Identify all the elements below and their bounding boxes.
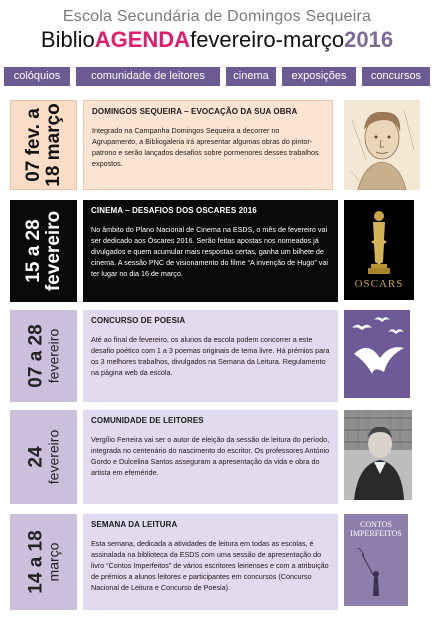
event-body [83, 514, 338, 610]
date-bottom: fevereiro [45, 429, 62, 485]
writer-photo-image [344, 410, 412, 500]
title-months: fevereiro-março [190, 27, 345, 52]
event-text: Integrado na Campanha Domingos Sequeira a decorrer no Agrupamento, a Bibliogaleria irá apresentar algumas obras do pintor-patrono e serão lançados desafios sobre pormenores desses trabalhos expostos. [92, 126, 319, 168]
date-top: 14 a 18 [25, 530, 47, 594]
date-top: 24 [25, 446, 47, 468]
event-domingos-sequeira [10, 100, 424, 190]
book-cover-image [344, 514, 408, 606]
event-title: CINEMA – DESAFIOS DOS OSCARES 2016 [91, 206, 257, 215]
oscar-image [344, 200, 414, 300]
nav-item-cinema[interactable]: cinema [226, 67, 276, 86]
event-date [10, 310, 77, 402]
title-year: 2016 [344, 27, 394, 52]
birds-image [344, 310, 410, 398]
title-agenda: AGENDA [94, 27, 191, 52]
event-date [10, 200, 77, 302]
event-text: No âmbito do Plano Nacional de Cinema na ESDS, o mês de fevereiro vai ser dedicado aos Óscares 2016. Serão feitas apostas nos nomeados já divulgados e quem acumular mais respostas certas, ganha um bilhete de cinema. A sessão PNC de visionamento do filme “A invenção de Hugo” vai ter lugar no dia 16 de março. [91, 225, 328, 278]
date-top: 07 a 28 [25, 324, 47, 388]
date-bottom: fevereiro [42, 210, 64, 292]
date-top: 07 fev. a [22, 108, 44, 182]
nav-item-concursos[interactable]: concursos [362, 67, 430, 86]
oscars-logo-text: OSCARS [354, 278, 404, 290]
event-semana-leitura [10, 514, 424, 610]
event-cinema-oscares [10, 200, 424, 302]
event-title: SEMANA DA LEITURA [91, 520, 178, 529]
date-bottom: fevereiro [45, 328, 62, 384]
nav-item-comunidade-de-leitores[interactable]: comunidade de leitores [76, 67, 220, 86]
date-top: 15 a 28 [22, 219, 44, 283]
nav-item-exposicoes[interactable]: exposições [282, 67, 356, 86]
event-text: Esta semana, dedicada a atividades de leitura em todas as escolas, é assinalada na biblioteca da ESDS com uma sessão de apresentação do livro “Contos Imperfeitos” de vários escritores leirienses e com a atribuição de prémios a alunos leitores e participantes em concursos (Concurso Nacional de Leitura e Concurso de Poesia). [91, 539, 329, 592]
portrait-sketch-image [344, 100, 420, 190]
title-biblio: Biblio [40, 27, 95, 52]
event-text: Vergílio Ferreira vai ser o autor de eleição da sessão de leitura do período, integrada no centenário do nascimento do escritor. Os professores António Gordo e Dulcelina Santos asseguram a apresentação da vida e obra do artista em efeméride. [91, 435, 330, 477]
date-bottom: março [45, 542, 62, 582]
category-nav [4, 67, 430, 86]
event-text: Até ao final de fevereiro, os alunos da escola podem concorrer a este desafio poético com 1 a 3 poemas originais de tema livre. Há prémios para os 3 melhores trabalhos, divulgados na Semana da Leitura. Regulamento na página web da escola. [91, 335, 330, 377]
date-bottom: 18 março [42, 103, 64, 187]
event-title: DOMINGOS SEQUEIRA – EVOCAÇÃO DA SUA OBRA [92, 107, 298, 116]
nav-item-coloquios[interactable]: colóquios [4, 67, 70, 86]
event-body [83, 200, 338, 302]
event-concurso-poesia [10, 310, 424, 402]
event-date [10, 100, 77, 190]
book-title-text: CONTOS IMPERFEITOS [350, 520, 402, 538]
page-title [0, 27, 434, 53]
school-name: Escola Secundária de Domingos Sequeira [62, 8, 372, 25]
event-body [83, 410, 338, 504]
event-title: COMUNIDADE DE LEITORES [91, 416, 204, 425]
event-date [10, 514, 77, 610]
event-comunidade-leitores [10, 410, 424, 504]
event-date [10, 410, 77, 504]
event-body [83, 100, 333, 190]
event-body [83, 310, 338, 402]
event-title: CONCURSO DE POESIA [91, 316, 186, 325]
